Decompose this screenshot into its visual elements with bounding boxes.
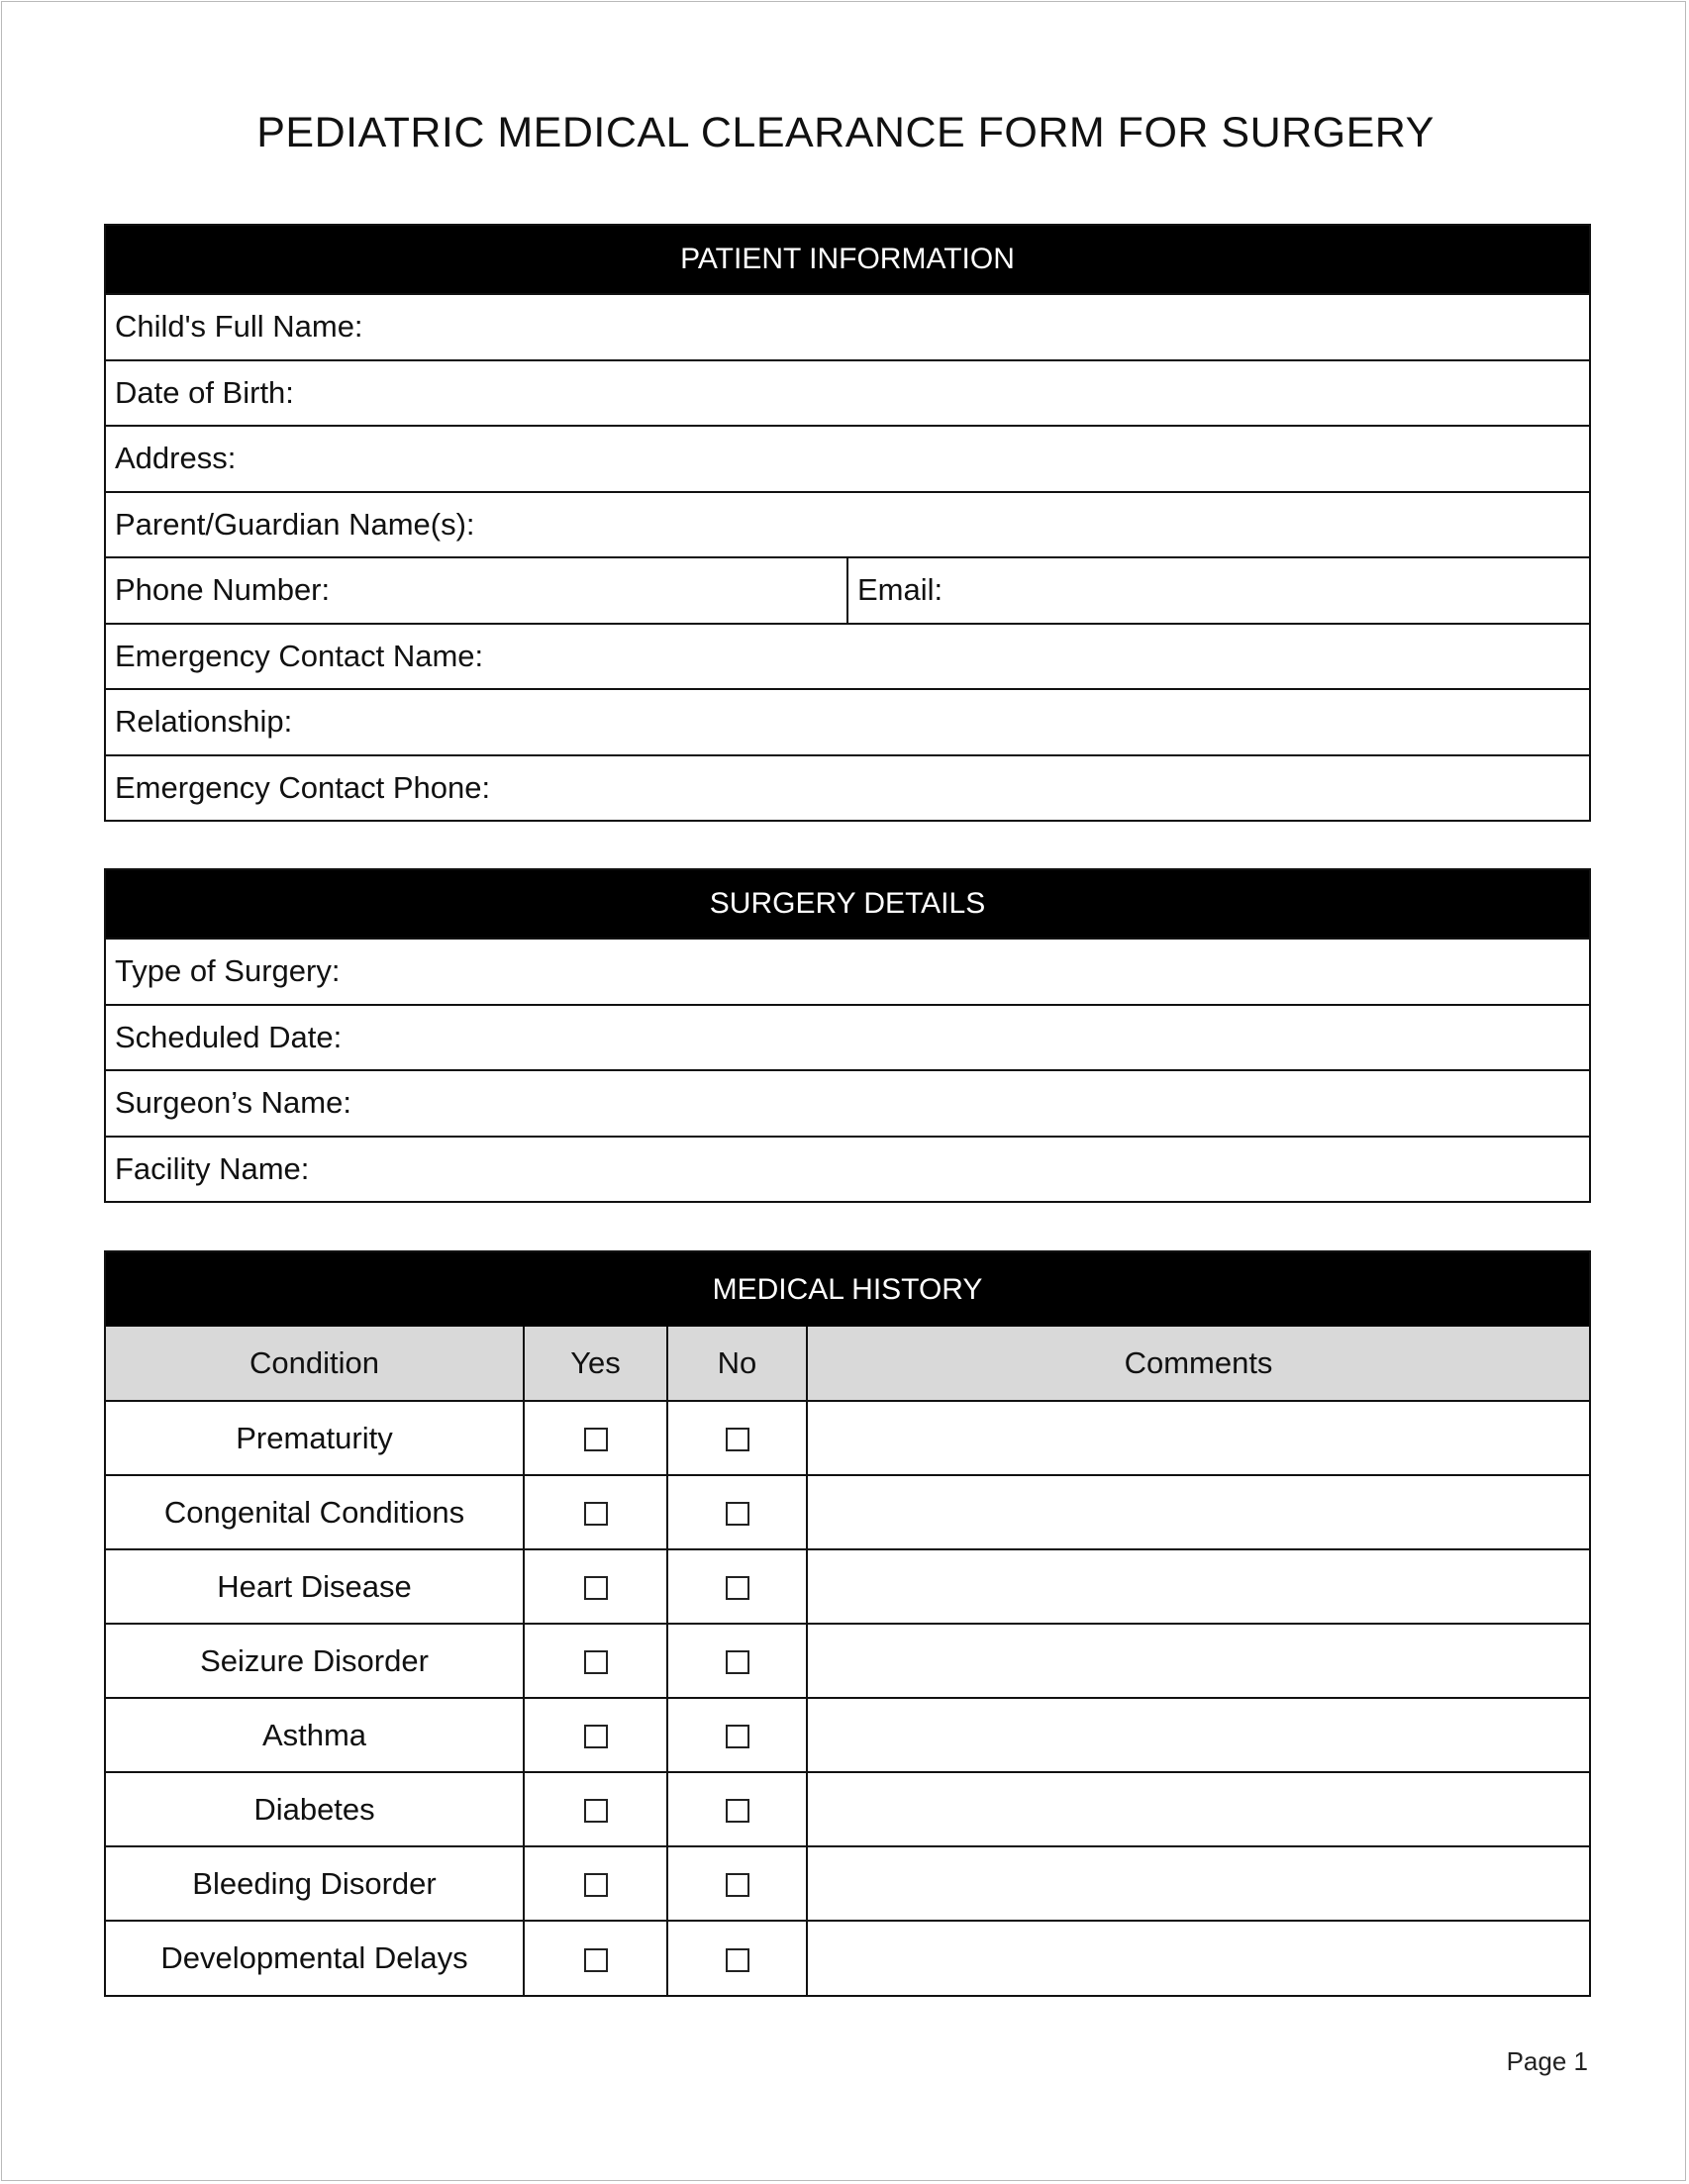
guardian-label: Parent/Guardian Name(s): xyxy=(115,506,475,542)
emergency-name-field[interactable] xyxy=(106,623,1589,689)
comments-field[interactable] xyxy=(807,1846,1589,1921)
yes-cell xyxy=(524,1624,667,1698)
no-cell xyxy=(667,1549,807,1624)
table-row xyxy=(106,1475,1589,1549)
table-row xyxy=(106,1846,1589,1921)
yes-cell xyxy=(524,1475,667,1549)
table-row xyxy=(106,1772,1589,1846)
yes-cell xyxy=(524,1921,667,1995)
condition-cell: Heart Disease xyxy=(106,1549,524,1624)
surgery-type-field[interactable] xyxy=(106,938,1589,1004)
yes-checkbox[interactable] xyxy=(584,1799,608,1823)
emergency-name-label: Emergency Contact Name: xyxy=(115,638,484,673)
yes-cell xyxy=(524,1772,667,1846)
no-checkbox[interactable] xyxy=(726,1873,749,1897)
no-cell xyxy=(667,1475,807,1549)
no-cell xyxy=(667,1698,807,1772)
yes-checkbox[interactable] xyxy=(584,1428,608,1451)
medical-history-section xyxy=(104,1250,1591,1997)
condition-cell: Congenital Conditions xyxy=(106,1475,524,1549)
no-checkbox[interactable] xyxy=(726,1799,749,1823)
email-field[interactable] xyxy=(848,558,1589,623)
no-cell xyxy=(667,1401,807,1475)
surgery-type-label: Type of Surgery: xyxy=(115,953,341,989)
no-checkbox[interactable] xyxy=(726,1948,749,1972)
no-cell xyxy=(667,1772,807,1846)
comments-field[interactable] xyxy=(807,1549,1589,1624)
yes-cell xyxy=(524,1846,667,1921)
medical-history-table xyxy=(106,1327,1589,1995)
medical-history-header: MEDICAL HISTORY xyxy=(106,1252,1589,1327)
comments-field[interactable] xyxy=(807,1772,1589,1846)
table-row xyxy=(106,1624,1589,1698)
yes-checkbox[interactable] xyxy=(584,1650,608,1674)
emergency-phone-label: Emergency Contact Phone: xyxy=(115,769,491,805)
comments-column-header: Comments xyxy=(807,1327,1589,1401)
yes-column-header: Yes xyxy=(524,1327,667,1401)
guardian-field[interactable] xyxy=(106,491,1589,557)
comments-field[interactable] xyxy=(807,1698,1589,1772)
no-checkbox[interactable] xyxy=(726,1576,749,1600)
condition-cell: Seizure Disorder xyxy=(106,1624,524,1698)
relationship-label: Relationship: xyxy=(115,704,293,740)
facility-name-field[interactable] xyxy=(106,1136,1589,1202)
table-row xyxy=(106,1921,1589,1995)
address-label: Address: xyxy=(115,441,237,476)
phone-email-row xyxy=(106,556,1589,623)
table-row xyxy=(106,1549,1589,1624)
no-column-header: No xyxy=(667,1327,807,1401)
condition-cell: Developmental Delays xyxy=(106,1921,524,1995)
comments-field[interactable] xyxy=(807,1624,1589,1698)
form-page xyxy=(1,1,1686,2181)
yes-cell xyxy=(524,1698,667,1772)
patient-information-section xyxy=(104,224,1591,822)
yes-cell xyxy=(524,1401,667,1475)
comments-field[interactable] xyxy=(807,1921,1589,1995)
address-field[interactable] xyxy=(106,425,1589,491)
dob-field[interactable] xyxy=(106,359,1589,426)
surgery-details-section xyxy=(104,868,1591,1203)
surgeon-name-label: Surgeon’s Name: xyxy=(115,1085,351,1121)
child-name-field[interactable] xyxy=(106,293,1589,359)
comments-field[interactable] xyxy=(807,1401,1589,1475)
no-cell xyxy=(667,1921,807,1995)
email-label: Email: xyxy=(857,572,944,608)
yes-checkbox[interactable] xyxy=(584,1725,608,1748)
condition-cell: Bleeding Disorder xyxy=(106,1846,524,1921)
no-checkbox[interactable] xyxy=(726,1502,749,1526)
relationship-field[interactable] xyxy=(106,688,1589,754)
table-header-row xyxy=(106,1327,1589,1401)
patient-information-header: PATIENT INFORMATION xyxy=(106,226,1589,293)
condition-column-header: Condition xyxy=(106,1327,524,1401)
page-title: PEDIATRIC MEDICAL CLEARANCE FORM FOR SURGERY xyxy=(256,109,1435,156)
no-checkbox[interactable] xyxy=(726,1725,749,1748)
facility-name-label: Facility Name: xyxy=(115,1150,310,1186)
table-row xyxy=(106,1698,1589,1772)
yes-checkbox[interactable] xyxy=(584,1948,608,1972)
yes-checkbox[interactable] xyxy=(584,1502,608,1526)
condition-cell: Diabetes xyxy=(106,1772,524,1846)
condition-cell: Prematurity xyxy=(106,1401,524,1475)
surgery-details-header: SURGERY DETAILS xyxy=(106,870,1589,938)
condition-cell: Asthma xyxy=(106,1698,524,1772)
table-row xyxy=(106,1401,1589,1475)
emergency-phone-field[interactable] xyxy=(106,754,1589,821)
scheduled-date-label: Scheduled Date: xyxy=(115,1019,343,1054)
no-checkbox[interactable] xyxy=(726,1428,749,1451)
no-cell xyxy=(667,1846,807,1921)
page-number: Page 1 xyxy=(1506,2046,1588,2076)
phone-label: Phone Number: xyxy=(115,572,331,608)
phone-field[interactable] xyxy=(106,558,848,623)
no-cell xyxy=(667,1624,807,1698)
no-checkbox[interactable] xyxy=(726,1650,749,1674)
surgeon-name-field[interactable] xyxy=(106,1069,1589,1136)
yes-cell xyxy=(524,1549,667,1624)
yes-checkbox[interactable] xyxy=(584,1576,608,1600)
dob-label: Date of Birth: xyxy=(115,374,294,410)
comments-field[interactable] xyxy=(807,1475,1589,1549)
yes-checkbox[interactable] xyxy=(584,1873,608,1897)
scheduled-date-field[interactable] xyxy=(106,1004,1589,1070)
child-name-label: Child's Full Name: xyxy=(115,309,363,345)
